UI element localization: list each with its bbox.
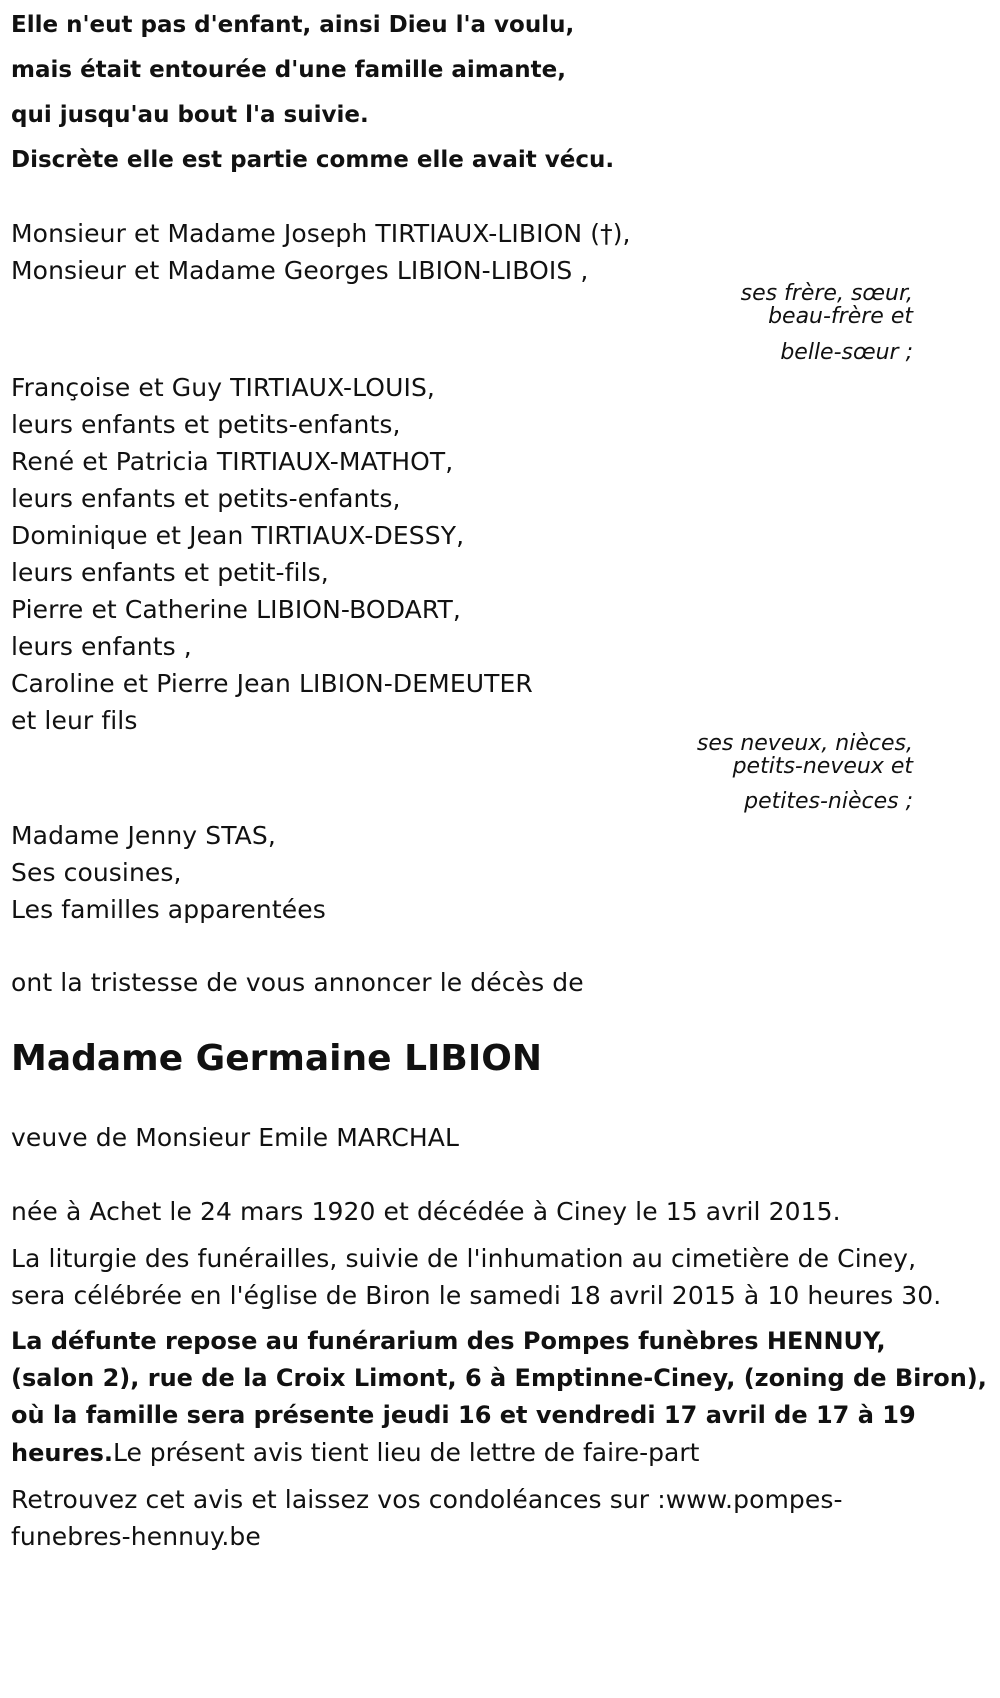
funerarium-line: La défunte repose au funérarium des Pompes funèbres HENNUY, — [11, 1327, 886, 1355]
relation-label — [697, 732, 913, 778]
relation-line: ses neveux, nièces, — [696, 731, 913, 756]
family-line: Françoise et Guy TIRTIAUX-LOUIS, — [11, 373, 435, 402]
family-line: Monsieur et Madame Joseph TIRTIAUX-LIBION (†), — [11, 219, 631, 248]
funerarium-line: où la famille sera présente jeudi 16 et vendredi 17 avril de 17 à 19 — [11, 1401, 916, 1429]
relation-line: petits-neveux et — [732, 754, 913, 779]
family-line: René et Patricia TIRTIAUX-MATHOT, — [11, 447, 454, 476]
relation-line: ses frère, sœur, — [740, 281, 913, 306]
family-line: Dominique et Jean TIRTIAUX-DESSY, — [11, 521, 465, 550]
liturgy-line: sera célébrée en l'église de Biron le samedi 18 avril 2015 à 10 heures 30. — [11, 1281, 942, 1310]
poem-line-1: Elle n'eut pas d'enfant, ainsi Dieu l'a voulu, — [11, 12, 575, 38]
poem-line-4: Discrète elle est partie comme elle avait vécu. — [11, 147, 615, 173]
relation-line: beau-frère et — [768, 304, 913, 329]
widow-of-text: veuve de Monsieur Emile MARCHAL — [11, 1123, 460, 1152]
family-line: leurs enfants , — [11, 632, 192, 661]
faire-part-note: Le présent avis tient lieu de lettre de faire-part — [112, 1438, 700, 1467]
family-line: et leur fils — [11, 706, 138, 735]
poem-line-2: mais était entourée d'une famille aimante, — [11, 57, 566, 83]
family-line: Madame Jenny STAS, — [11, 821, 276, 850]
family-line: Ses cousines, — [11, 858, 182, 887]
deceased-name: Madame Germaine LIBION — [11, 1038, 542, 1079]
family-line: leurs enfants et petits-enfants, — [11, 410, 401, 439]
funerarium-line: (salon 2), rue de la Croix Limont, 6 à Emptinne-Ciney, (zoning de Biron), — [11, 1364, 987, 1392]
family-line: Pierre et Catherine LIBION-BODART, — [11, 595, 461, 624]
family-line: Caroline et Pierre Jean LIBION-DEMEUTER — [11, 669, 533, 698]
relation-line: petites-nièces ; — [744, 789, 913, 814]
family-line: Les familles apparentées — [11, 895, 326, 924]
family-line: leurs enfants et petit-fils, — [11, 558, 329, 587]
website-line: Retrouvez cet avis et laissez vos condoléances sur :www.pompes- — [11, 1485, 843, 1514]
liturgy-line: La liturgie des funérailles, suivie de l'inhumation au cimetière de Ciney, — [11, 1244, 917, 1273]
funerarium-hours: heures. — [11, 1439, 113, 1467]
family-line: leurs enfants et petits-enfants, — [11, 484, 401, 513]
announcement-text: ont la tristesse de vous annoncer le décès de — [11, 968, 584, 997]
website-line: funebres-hennuy.be — [11, 1522, 261, 1551]
relation-label — [741, 282, 913, 328]
family-line: Monsieur et Madame Georges LIBION-LIBOIS , — [11, 256, 589, 285]
birth-death-text: née à Achet le 24 mars 1920 et décédée à Ciney le 15 avril 2015. — [11, 1197, 841, 1226]
relation-line: belle-sœur ; — [780, 340, 913, 365]
funerarium-line-last — [11, 1438, 699, 1467]
poem-line-3: qui jusqu'au bout l'a suivie. — [11, 102, 369, 128]
